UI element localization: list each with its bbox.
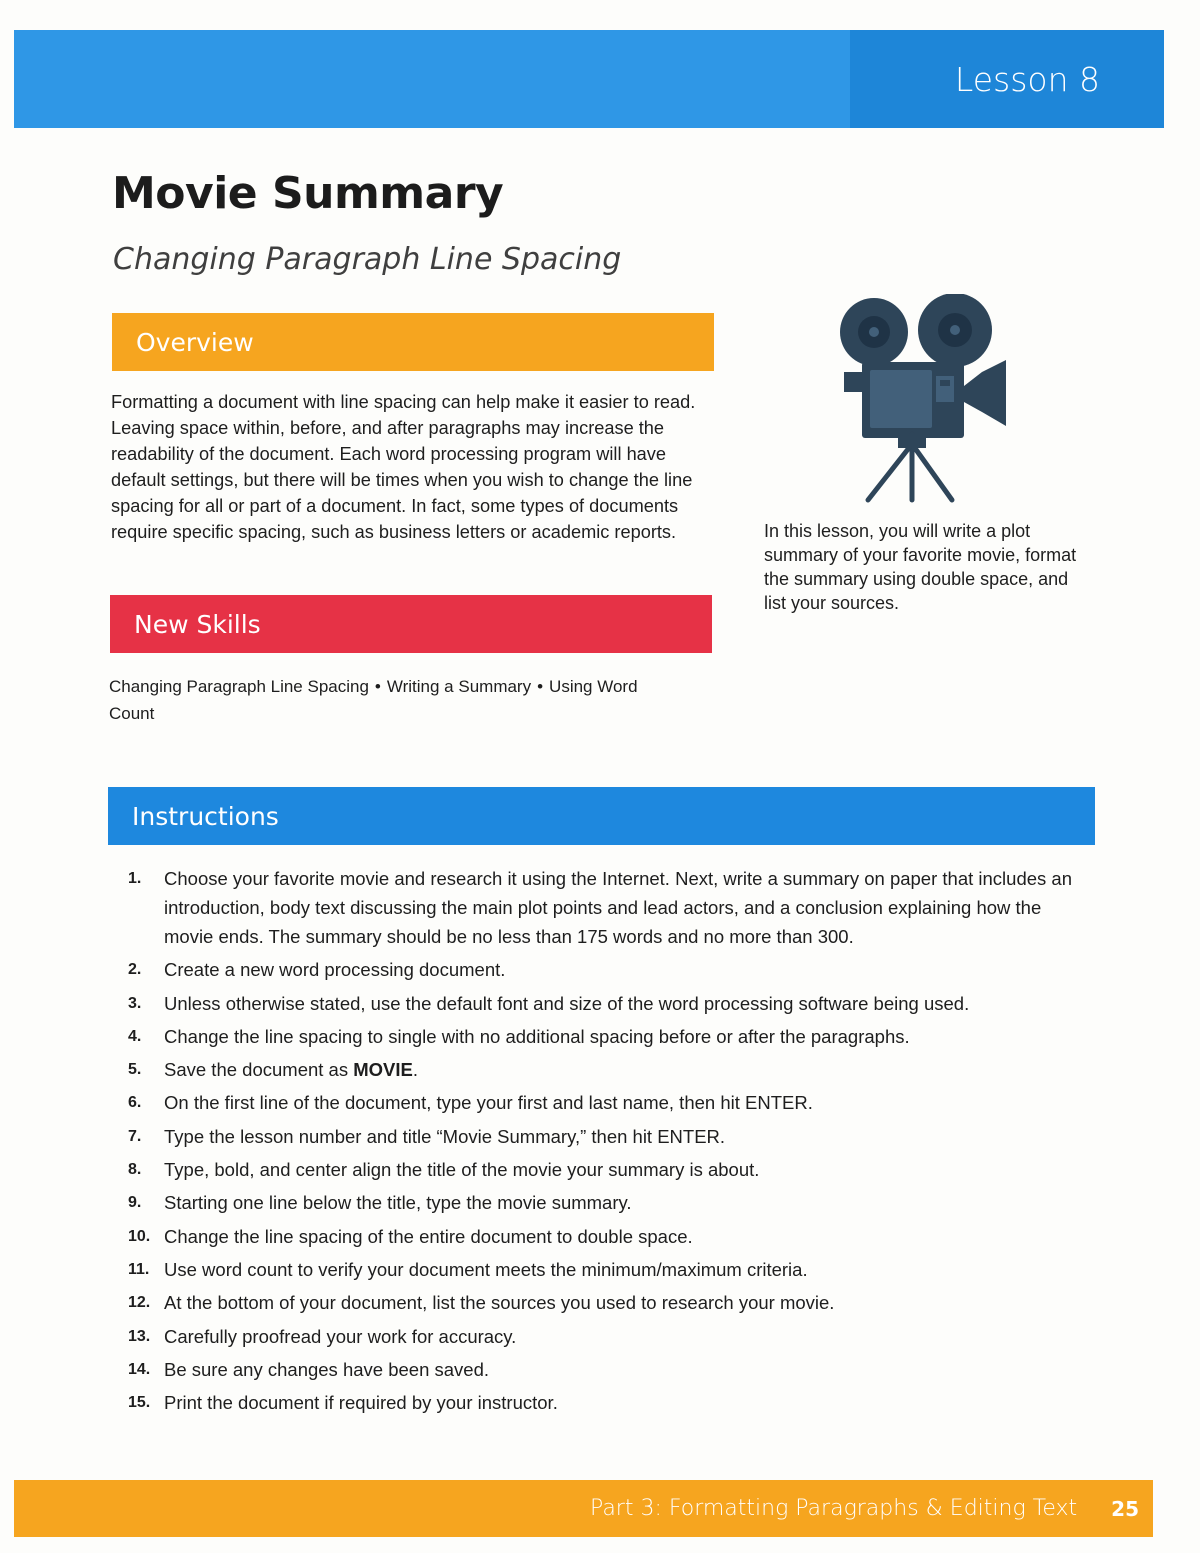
step-text: Type the lesson number and title “Movie Summary,” then hit ENTER.: [164, 1125, 726, 1147]
step-text: [164, 1055, 1088, 1084]
instruction-step: [128, 1288, 1088, 1317]
movie-camera-icon: [836, 294, 1014, 506]
instruction-step: [128, 1255, 1088, 1284]
step-number: 13.: [128, 1327, 151, 1345]
step-text-plain: Save the document as: [164, 1059, 349, 1081]
step-number: 1.: [128, 870, 142, 887]
instruction-step: [128, 1155, 1088, 1184]
skill-item: Using Word Count: [109, 677, 638, 723]
new-skills-list: [109, 673, 669, 727]
step-number: 14.: [128, 1360, 151, 1378]
new-skills-heading: New Skills: [110, 595, 712, 653]
instruction-step: [128, 1355, 1088, 1384]
step-number: 7.: [128, 1127, 142, 1145]
instructions-list: [128, 864, 1088, 1421]
step-number: 9.: [128, 1194, 142, 1212]
instruction-step: [128, 1188, 1088, 1217]
document-name: MOVIE: [353, 1059, 413, 1081]
lesson-label: Lesson 8: [850, 30, 1164, 128]
step-text: Be sure any changes have been saved.: [164, 1358, 490, 1380]
instruction-step: [128, 1022, 1088, 1051]
instruction-step: [128, 1388, 1088, 1417]
footer-part-title: Part 3: Formatting Paragraphs & Editing Text: [590, 1496, 1078, 1521]
lesson-description: In this lesson, you will write a plot summary of your favorite movie, format the summary using double space, and list your sources.: [764, 521, 1077, 613]
step-text: Create a new word processing document.: [164, 959, 506, 981]
step-text: Unless otherwise stated, use the default font and size of the word processing software being used.: [164, 992, 970, 1014]
page-number: 25: [1111, 1496, 1139, 1521]
skill-item: Changing Paragraph Line Spacing: [109, 677, 369, 696]
instruction-step: [128, 1055, 1088, 1084]
overview-text: Formatting a document with line spacing can help make it easier to read. Leaving space within, before, and after paragraphs may increase the readability of the document. Each word processing program will have default settings, but there will be times when you wish to change the line spacing for all or part of a document. In fact, some types of documents require specific spacing, such as business letters or academic reports.: [111, 392, 696, 542]
step-text: Change the line spacing of the entire document to double space.: [164, 1225, 693, 1247]
step-text-end: .: [412, 1059, 418, 1081]
step-number: 15.: [128, 1394, 151, 1412]
header-bar: [14, 30, 1164, 128]
instruction-step: [128, 1222, 1088, 1251]
skill-separator: •: [537, 677, 544, 696]
instruction-step: [128, 864, 1088, 951]
page-title: Movie Summary: [112, 168, 504, 219]
step-number: 10.: [128, 1227, 151, 1245]
instruction-step: [128, 1322, 1088, 1351]
step-number: 6.: [128, 1094, 142, 1112]
step-number: 11.: [128, 1260, 150, 1278]
page-subtitle: Changing Paragraph Line Spacing: [113, 242, 622, 277]
step-text: Carefully proofread your work for accuracy.: [164, 1325, 517, 1347]
instruction-step: [128, 1122, 1088, 1151]
step-text: Use word count to verify your document meets the minimum/maximum criteria.: [164, 1258, 808, 1280]
step-number: 3.: [128, 994, 142, 1012]
skill-separator: •: [374, 677, 381, 696]
step-number: 4.: [128, 1027, 142, 1045]
overview-heading: Overview: [112, 313, 714, 371]
step-text: At the bottom of your document, list the sources you used to research your movie.: [164, 1292, 835, 1314]
instructions-heading: Instructions: [108, 787, 1095, 845]
instruction-step: [128, 1088, 1088, 1117]
step-number: 8.: [128, 1161, 142, 1179]
step-number: 2.: [128, 961, 142, 979]
instruction-step: [128, 955, 1088, 984]
step-number: 12.: [128, 1294, 151, 1312]
step-text: Choose your favorite movie and research it using the Internet. Next, write a summary on paper that includes an introduction, body text discussing the main plot points and lead actors, and a conclusion explaining how the movie ends. The summary should be no less than 175 words and no more than 300.: [164, 868, 1072, 947]
step-number: 5.: [128, 1061, 142, 1079]
step-text: Starting one line below the title, type the movie summary.: [164, 1192, 632, 1214]
step-text: Type, bold, and center align the title of the movie your summary is about.: [164, 1159, 760, 1181]
skill-item: Writing a Summary: [386, 677, 532, 696]
footer-bar: [14, 1480, 1153, 1537]
step-text: On the first line of the document, type your first and last name, then hit ENTER.: [164, 1092, 813, 1114]
step-text: Change the line spacing to single with no additional spacing before or after the paragraphs.: [164, 1025, 910, 1047]
instruction-step: [128, 989, 1088, 1018]
step-text: Print the document if required by your instructor.: [164, 1392, 558, 1414]
